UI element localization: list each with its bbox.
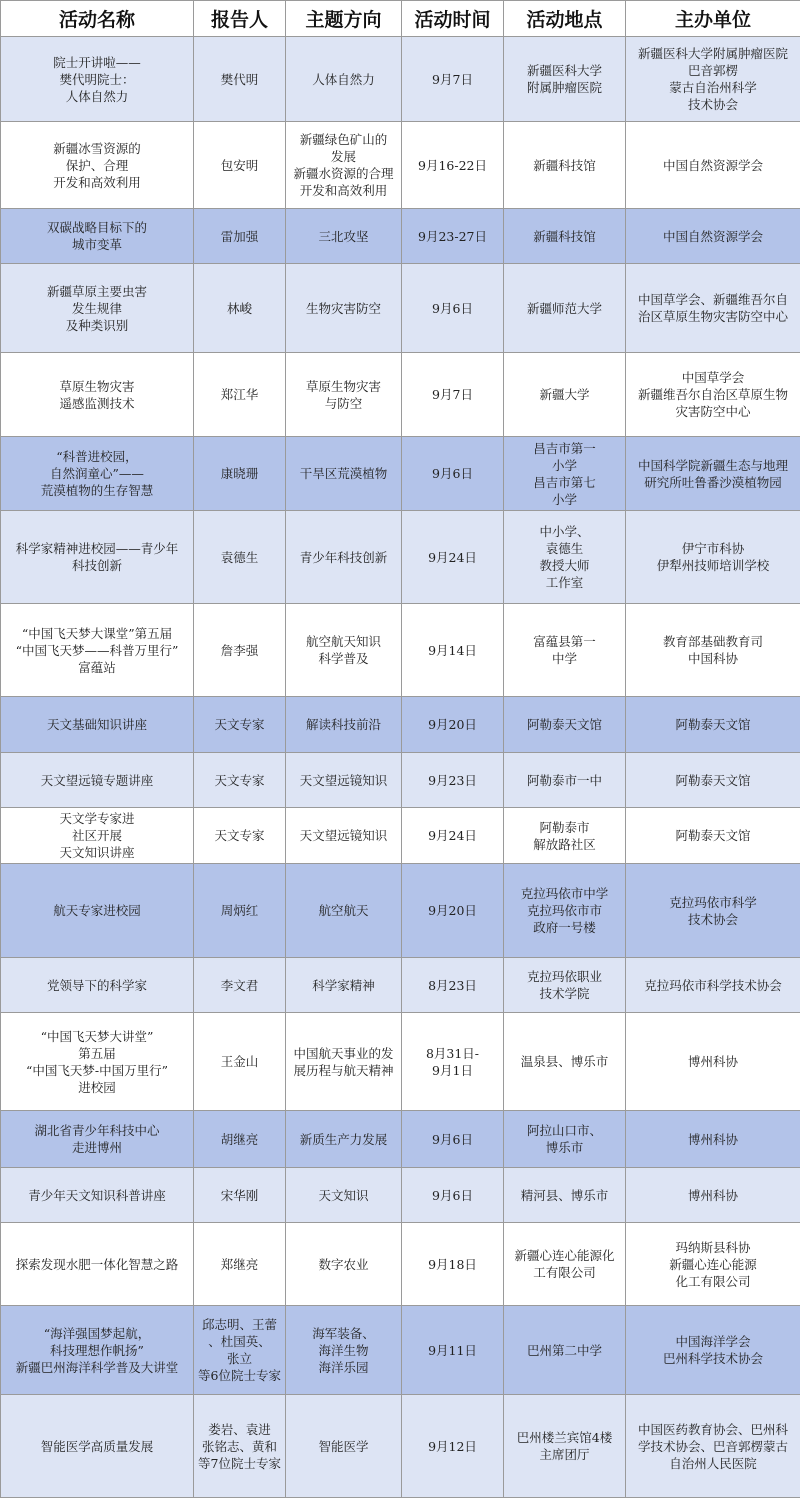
activity-name-cell <box>1 1111 194 1168</box>
organizer-cell <box>626 1395 800 1498</box>
cell-text: 科学家精神进校园——青少年 科技创新 <box>4 540 190 574</box>
cell-text: “海洋强国梦起航， 科技理想作帆扬” 新疆巴州海洋科学普及大讲堂 <box>4 1325 190 1376</box>
cell-text: 阿勒泰天文馆 <box>629 716 797 733</box>
table-row <box>1 753 800 808</box>
cell-text: 9月6日 <box>405 465 500 482</box>
speaker-cell <box>194 958 286 1013</box>
table-row <box>1 122 800 209</box>
theme-cell <box>286 697 402 753</box>
activity-name-cell <box>1 1168 194 1223</box>
location-cell <box>504 1013 626 1111</box>
time-cell <box>402 753 504 808</box>
cell-text: 中小学、 袁德生 教授大师 工作室 <box>507 523 622 591</box>
cell-text: “科普进校园， 自然润童心”—— 荒漠植物的生存智慧 <box>4 448 190 499</box>
speaker-cell <box>194 864 286 958</box>
table-row <box>1 1306 800 1395</box>
header-activity-name: 活动名称 <box>1 1 194 37</box>
cell-text: 9月14日 <box>405 642 500 659</box>
cell-text: 伊宁市科协 伊犁州技师培训学校 <box>629 540 797 574</box>
cell-text: 8月23日 <box>405 977 500 994</box>
organizer-cell <box>626 511 800 604</box>
cell-text: 9月20日 <box>405 902 500 919</box>
speaker-cell <box>194 1111 286 1168</box>
cell-text: 玛纳斯县科协 新疆心连心能源 化工有限公司 <box>629 1239 797 1290</box>
time-cell <box>402 437 504 511</box>
header-row <box>1 1 800 37</box>
time-cell <box>402 697 504 753</box>
theme-cell <box>286 1306 402 1395</box>
cell-text: 王金山 <box>197 1053 282 1070</box>
cell-text: 新疆大学 <box>507 386 622 403</box>
table-body <box>1 37 800 1498</box>
table-row <box>1 958 800 1013</box>
time-cell <box>402 122 504 209</box>
activity-name-cell <box>1 1395 194 1498</box>
cell-text: 富蕴县第一 中学 <box>507 633 622 667</box>
location-cell <box>504 264 626 353</box>
cell-text: 中国草学会 新疆维吾尔自治区草原生物 灾害防空中心 <box>629 369 797 420</box>
cell-text: 智能医学 <box>289 1438 398 1455</box>
theme-cell <box>286 1013 402 1111</box>
cell-text: 温泉县、博乐市 <box>507 1053 622 1070</box>
cell-text: 包安明 <box>197 157 282 174</box>
cell-text: 克拉玛依市中学 克拉玛依市市 政府一号楼 <box>507 885 622 936</box>
activity-name-cell <box>1 1306 194 1395</box>
cell-text: 新疆科技馆 <box>507 228 622 245</box>
time-cell <box>402 1223 504 1306</box>
cell-text: 解读科技前沿 <box>289 716 398 733</box>
organizer-cell <box>626 122 800 209</box>
time-cell <box>402 808 504 864</box>
cell-text: 博州科协 <box>629 1131 797 1148</box>
table-row <box>1 697 800 753</box>
table-row <box>1 1013 800 1111</box>
theme-cell <box>286 37 402 122</box>
table-row <box>1 511 800 604</box>
cell-text: 新疆科技馆 <box>507 157 622 174</box>
cell-text: 新质生产力发展 <box>289 1131 398 1148</box>
activity-name-cell <box>1 753 194 808</box>
header-theme: 主题方向 <box>286 1 402 37</box>
time-cell <box>402 264 504 353</box>
speaker-cell <box>194 697 286 753</box>
location-cell <box>504 1111 626 1168</box>
theme-cell <box>286 511 402 604</box>
activity-name-cell <box>1 353 194 437</box>
activity-name-cell <box>1 122 194 209</box>
cell-text: 航天专家进校园 <box>4 902 190 919</box>
organizer-cell <box>626 808 800 864</box>
table-row <box>1 1223 800 1306</box>
time-cell <box>402 511 504 604</box>
cell-text: 智能医学高质量发展 <box>4 1438 190 1455</box>
cell-text: 9月20日 <box>405 716 500 733</box>
theme-cell <box>286 1223 402 1306</box>
cell-text: 海军装备、 海洋生物 海洋乐园 <box>289 1325 398 1376</box>
cell-text: 巴州楼兰宾馆4楼 主席团厅 <box>507 1429 622 1463</box>
speaker-cell <box>194 1168 286 1223</box>
cell-text: 博州科协 <box>629 1053 797 1070</box>
activity-name-cell <box>1 511 194 604</box>
cell-text: 阿勒泰市一中 <box>507 772 622 789</box>
activity-name-cell <box>1 1013 194 1111</box>
activity-name-cell <box>1 958 194 1013</box>
cell-text: 青少年天文知识科普讲座 <box>4 1187 190 1204</box>
cell-text: 天文基础知识讲座 <box>4 716 190 733</box>
speaker-cell <box>194 753 286 808</box>
cell-text: 中国自然资源学会 <box>629 157 797 174</box>
organizer-cell <box>626 753 800 808</box>
cell-text: 阿勒泰市 解放路社区 <box>507 819 622 853</box>
theme-cell <box>286 122 402 209</box>
activity-name-cell <box>1 437 194 511</box>
cell-text: 三北攻坚 <box>289 228 398 245</box>
cell-text: 8月31日- 9月1日 <box>405 1045 500 1079</box>
organizer-cell <box>626 1111 800 1168</box>
table-row <box>1 1168 800 1223</box>
location-cell <box>504 864 626 958</box>
cell-text: 新疆草原主要虫害 发生规律 及种类识别 <box>4 283 190 334</box>
cell-text: 郑江华 <box>197 386 282 403</box>
organizer-cell <box>626 864 800 958</box>
location-cell <box>504 958 626 1013</box>
cell-text: “中国飞天梦大讲堂” 第五届 “中国飞天梦-中国万里行” 进校园 <box>4 1028 190 1096</box>
location-cell <box>504 1223 626 1306</box>
cell-text: 科学家精神 <box>289 977 398 994</box>
cell-text: 9月6日 <box>405 1187 500 1204</box>
organizer-cell <box>626 1013 800 1111</box>
header-time: 活动时间 <box>402 1 504 37</box>
theme-cell <box>286 209 402 264</box>
cell-text: 郑继亮 <box>197 1256 282 1273</box>
speaker-cell <box>194 122 286 209</box>
cell-text: 9月12日 <box>405 1438 500 1455</box>
cell-text: 精河县、博乐市 <box>507 1187 622 1204</box>
cell-text: 樊代明 <box>197 71 282 88</box>
speaker-cell <box>194 511 286 604</box>
time-cell <box>402 1395 504 1498</box>
cell-text: 克拉玛依职业 技术学院 <box>507 968 622 1002</box>
cell-text: 胡继亮 <box>197 1131 282 1148</box>
activity-name-cell <box>1 1223 194 1306</box>
speaker-cell <box>194 1013 286 1111</box>
cell-text: 雷加强 <box>197 228 282 245</box>
table-row <box>1 209 800 264</box>
time-cell <box>402 1168 504 1223</box>
theme-cell <box>286 353 402 437</box>
location-cell <box>504 1395 626 1498</box>
location-cell <box>504 753 626 808</box>
cell-text: 中国海洋学会 巴州科学技术协会 <box>629 1333 797 1367</box>
cell-text: 中国自然资源学会 <box>629 228 797 245</box>
cell-text: 9月18日 <box>405 1256 500 1273</box>
cell-text: 9月6日 <box>405 300 500 317</box>
time-cell <box>402 958 504 1013</box>
cell-text: 阿拉山口市、 博乐市 <box>507 1122 622 1156</box>
location-cell <box>504 122 626 209</box>
cell-text: 天文望远镜知识 <box>289 772 398 789</box>
location-cell <box>504 1168 626 1223</box>
theme-cell <box>286 437 402 511</box>
activity-name-cell <box>1 697 194 753</box>
header-location: 活动地点 <box>504 1 626 37</box>
cell-text: 航空航天知识 科学普及 <box>289 633 398 667</box>
cell-text: 9月23-27日 <box>405 228 500 245</box>
cell-text: 天文望远镜专题讲座 <box>4 772 190 789</box>
time-cell <box>402 1013 504 1111</box>
speaker-cell <box>194 437 286 511</box>
activity-name-cell <box>1 264 194 353</box>
activity-name-cell <box>1 808 194 864</box>
cell-text: 院士开讲啦—— 樊代明院士： 人体自然力 <box>4 54 190 105</box>
cell-text: 袁德生 <box>197 549 282 566</box>
cell-text: 中国医药教育协会、巴州科 学技术协会、巴音郭楞蒙古 自治州人民医院 <box>629 1421 797 1472</box>
activity-name-cell <box>1 37 194 122</box>
location-cell <box>504 37 626 122</box>
cell-text: 康晓珊 <box>197 465 282 482</box>
cell-text: 教育部基础教育司 中国科协 <box>629 633 797 667</box>
organizer-cell <box>626 604 800 697</box>
theme-cell <box>286 604 402 697</box>
activity-name-cell <box>1 604 194 697</box>
cell-text: 9月23日 <box>405 772 500 789</box>
theme-cell <box>286 1168 402 1223</box>
cell-text: 宋华刚 <box>197 1187 282 1204</box>
cell-text: 党领导下的科学家 <box>4 977 190 994</box>
time-cell <box>402 353 504 437</box>
cell-text: 新疆医科大学 附属肿瘤医院 <box>507 62 622 96</box>
location-cell <box>504 697 626 753</box>
cell-text: 9月6日 <box>405 1131 500 1148</box>
cell-text: 巴州第二中学 <box>507 1342 622 1359</box>
organizer-cell <box>626 958 800 1013</box>
location-cell <box>504 209 626 264</box>
table-row <box>1 604 800 697</box>
organizer-cell <box>626 1306 800 1395</box>
speaker-cell <box>194 1306 286 1395</box>
table-row <box>1 1111 800 1168</box>
cell-text: 9月24日 <box>405 827 500 844</box>
cell-text: 克拉玛依市科学 技术协会 <box>629 894 797 928</box>
cell-text: 天文望远镜知识 <box>289 827 398 844</box>
cell-text: 阿勒泰天文馆 <box>629 827 797 844</box>
cell-text: 湖北省青少年科技中心 走进博州 <box>4 1122 190 1156</box>
time-cell <box>402 1111 504 1168</box>
organizer-cell <box>626 264 800 353</box>
speaker-cell <box>194 1223 286 1306</box>
organizer-cell <box>626 437 800 511</box>
header-organizer: 主办单位 <box>626 1 800 37</box>
cell-text: 新疆冰雪资源的 保护、合理 开发和高效利用 <box>4 140 190 191</box>
speaker-cell <box>194 353 286 437</box>
theme-cell <box>286 1395 402 1498</box>
table-row <box>1 808 800 864</box>
cell-text: 天文专家 <box>197 716 282 733</box>
cell-text: 新疆绿色矿山的 发展 新疆水资源的合理 开发和高效利用 <box>289 131 398 199</box>
cell-text: 新疆师范大学 <box>507 300 622 317</box>
cell-text: 博州科协 <box>629 1187 797 1204</box>
cell-text: “中国飞天梦大课堂”第五届 “中国飞天梦——科普万里行” 富蕴站 <box>4 625 190 676</box>
location-cell <box>504 353 626 437</box>
table-row <box>1 264 800 353</box>
cell-text: 中国航天事业的发 展历程与航天精神 <box>289 1045 398 1079</box>
cell-text: 9月16-22日 <box>405 157 500 174</box>
time-cell <box>402 209 504 264</box>
table-row <box>1 1395 800 1498</box>
organizer-cell <box>626 1168 800 1223</box>
cell-text: 阿勒泰天文馆 <box>507 716 622 733</box>
header-speaker: 报告人 <box>194 1 286 37</box>
speaker-cell <box>194 37 286 122</box>
cell-text: 航空航天 <box>289 902 398 919</box>
cell-text: 人体自然力 <box>289 71 398 88</box>
theme-cell <box>286 264 402 353</box>
location-cell <box>504 1306 626 1395</box>
cell-text: 邱志明、王蕾 、杜国英、 张立 等6位院士专家 <box>197 1316 282 1384</box>
cell-text: 双碳战略目标下的 城市变革 <box>4 219 190 253</box>
organizer-cell <box>626 209 800 264</box>
cell-text: 天文专家 <box>197 772 282 789</box>
location-cell <box>504 511 626 604</box>
speaker-cell <box>194 209 286 264</box>
theme-cell <box>286 808 402 864</box>
cell-text: 天文专家 <box>197 827 282 844</box>
organizer-cell <box>626 37 800 122</box>
cell-text: 9月11日 <box>405 1342 500 1359</box>
activity-name-cell <box>1 864 194 958</box>
time-cell <box>402 37 504 122</box>
time-cell <box>402 604 504 697</box>
organizer-cell <box>626 697 800 753</box>
speaker-cell <box>194 604 286 697</box>
cell-text: 克拉玛依市科学技术协会 <box>629 977 797 994</box>
cell-text: 李文君 <box>197 977 282 994</box>
cell-text: 中国草学会、新疆维吾尔自 治区草原生物灾害防空中心 <box>629 291 797 325</box>
cell-text: 新疆医科大学附属肿瘤医院 巴音郭楞 蒙古自治州科学 技术协会 <box>629 45 797 113</box>
time-cell <box>402 1306 504 1395</box>
cell-text: 周炳红 <box>197 902 282 919</box>
cell-text: 草原生物灾害 遥感监测技术 <box>4 378 190 412</box>
cell-text: 青少年科技创新 <box>289 549 398 566</box>
cell-text: 数字农业 <box>289 1256 398 1273</box>
time-cell <box>402 864 504 958</box>
location-cell <box>504 808 626 864</box>
location-cell <box>504 437 626 511</box>
cell-text: 9月7日 <box>405 386 500 403</box>
table-row <box>1 864 800 958</box>
cell-text: 昌吉市第一 小学 昌吉市第七 小学 <box>507 440 622 508</box>
table-row <box>1 353 800 437</box>
theme-cell <box>286 958 402 1013</box>
organizer-cell <box>626 1223 800 1306</box>
cell-text: 天文学专家进 社区开展 天文知识讲座 <box>4 810 190 861</box>
organizer-cell <box>626 353 800 437</box>
speaker-cell <box>194 1395 286 1498</box>
cell-text: 林峻 <box>197 300 282 317</box>
theme-cell <box>286 753 402 808</box>
cell-text: 干旱区荒漠植物 <box>289 465 398 482</box>
cell-text: 9月24日 <box>405 549 500 566</box>
activity-name-cell <box>1 209 194 264</box>
cell-text: 9月7日 <box>405 71 500 88</box>
speaker-cell <box>194 808 286 864</box>
speaker-cell <box>194 264 286 353</box>
table-row <box>1 437 800 511</box>
cell-text: 生物灾害防空 <box>289 300 398 317</box>
table-row <box>1 37 800 122</box>
cell-text: 天文知识 <box>289 1187 398 1204</box>
cell-text: 阿勒泰天文馆 <box>629 772 797 789</box>
location-cell <box>504 604 626 697</box>
theme-cell <box>286 864 402 958</box>
cell-text: 詹李强 <box>197 642 282 659</box>
cell-text: 草原生物灾害 与防空 <box>289 378 398 412</box>
cell-text: 探索发现水肥一体化智慧之路 <box>4 1256 190 1273</box>
cell-text: 新疆心连心能源化 工有限公司 <box>507 1247 622 1281</box>
theme-cell <box>286 1111 402 1168</box>
cell-text: 中国科学院新疆生态与地理 研究所吐鲁番沙漠植物园 <box>629 457 797 491</box>
cell-text: 娄岩、袁进 张铭志、黄和 等7位院士专家 <box>197 1421 282 1472</box>
